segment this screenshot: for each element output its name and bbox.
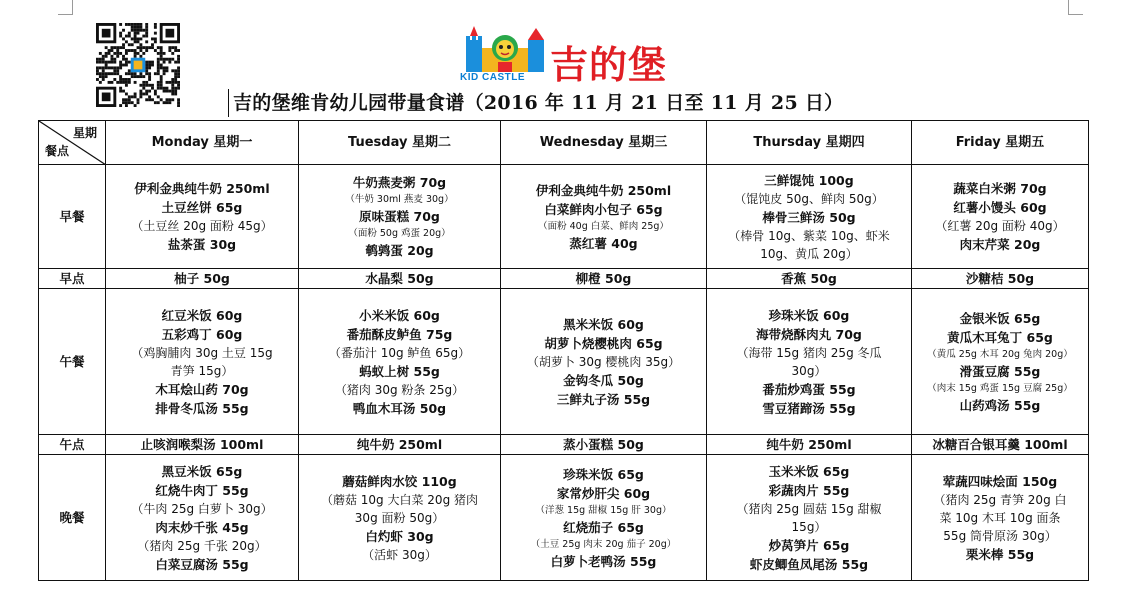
day-header-monday: Monday 星期一	[106, 121, 299, 165]
dish-item: 香蕉 50g	[781, 271, 837, 286]
qr-code	[96, 23, 180, 107]
dish-item: 红烧茄子 65g	[563, 519, 644, 535]
dish-item: 鹌鹑蛋 20g	[365, 243, 434, 258]
dish-item: 伊利金典纯牛奶 250ml	[134, 181, 270, 196]
dish-item: 红豆米饭 60g	[161, 307, 243, 323]
menu-cell-friday	[912, 435, 1089, 455]
dish-item: 纯牛奶 250ml	[356, 437, 443, 452]
dish-item: 鸭血木耳汤 50g	[352, 400, 447, 416]
meal-row	[39, 289, 1089, 435]
dish-item: 荤蔬四味烩面 150g	[942, 473, 1058, 489]
ingredient-note: （胡萝卜 30g 樱桃肉 35g）	[526, 354, 681, 369]
dish-item: 柳橙 50g	[575, 271, 632, 286]
day-header-tuesday: Tuesday 星期二	[299, 121, 501, 165]
dish-item: 雪豆猪蹄汤 55g	[762, 400, 856, 416]
ingredient-note: 30g 面粉 50g）	[354, 510, 445, 525]
dish-item: 白菜鲜肉小包子 65g	[544, 201, 663, 217]
ingredient-note: （鸡胸脯肉 30g 土豆 15g	[131, 345, 273, 360]
meal-label: 早点	[39, 269, 106, 289]
castle-logo-icon	[462, 26, 548, 74]
menu-cell-wednesday	[501, 269, 707, 289]
dish-item: 黑豆米饭 65g	[161, 463, 243, 479]
dish-item: 虾皮鲫鱼凤尾汤 55g	[749, 556, 869, 572]
corner-label-meal: 餐点	[45, 144, 70, 158]
dish-item: 炒莴笋片 65g	[768, 537, 850, 553]
dish-item: 冰糖百合银耳羹 100ml	[932, 437, 1068, 452]
menu-cell-wednesday	[501, 435, 707, 455]
dish-item: 黄瓜木耳兔丁 65g	[947, 329, 1053, 345]
ingredient-note: 青笋 15g）	[170, 363, 234, 378]
menu-cell-monday	[106, 269, 299, 289]
dish-item: 棒骨三鲜汤 50g	[762, 209, 856, 225]
header-row	[39, 121, 1089, 165]
meal-row	[39, 455, 1089, 581]
dish-item: 三鲜馄饨 100g	[764, 172, 854, 188]
ingredient-note: 10g、黄瓜 20g）	[760, 246, 858, 261]
menu-cell-tuesday	[299, 165, 501, 269]
dish-item: 蚂蚁上树 55g	[359, 363, 440, 379]
meal-label: 晚餐	[39, 455, 106, 581]
ingredient-note: （蘑菇 10g 大白菜 20g 猪肉	[320, 492, 479, 507]
dish-item: 土豆丝饼 65g	[161, 200, 243, 215]
ingredient-note: （黄瓜 25g 木耳 20g 兔肉 20g）	[927, 348, 1073, 360]
dish-item: 排骨冬瓜汤 55g	[155, 400, 249, 416]
dish-item: 蒸小蛋糕 50g	[563, 437, 644, 452]
meal-row	[39, 269, 1089, 289]
menu-table	[38, 120, 1089, 581]
dish-item: 白萝卜老鸭汤 55g	[550, 553, 657, 569]
dish-item: 红烧牛肉丁 55g	[155, 482, 249, 498]
menu-cell-friday	[912, 455, 1089, 581]
dish-item: 沙糖桔 50g	[965, 271, 1035, 286]
ingredient-note: （海带 15g 猪肉 25g 冬瓜	[736, 345, 882, 360]
menu-cell-friday	[912, 269, 1089, 289]
menu-cell-tuesday	[299, 289, 501, 435]
ingredient-note: （洋葱 15g 甜椒 15g 肝 30g）	[535, 504, 672, 516]
dish-item: 番茄酥皮鲈鱼 75g	[346, 326, 453, 342]
ingredient-note: （活虾 30g）	[362, 547, 437, 562]
meal-label: 早餐	[39, 165, 106, 269]
day-header-friday: Friday 星期五	[912, 121, 1089, 165]
dish-item: 木耳烩山药 70g	[155, 381, 249, 397]
menu-cell-monday	[106, 289, 299, 435]
meal-label: 午餐	[39, 289, 106, 435]
ingredient-note: （面粉 40g 白菜、鲜肉 25g）	[538, 220, 669, 232]
dish-item: 黑米米饭 60g	[563, 316, 644, 332]
dish-item: 番茄炒鸡蛋 55g	[762, 381, 856, 397]
dish-item: 柚子 50g	[174, 271, 230, 286]
dish-item: 红薯小馒头 60g	[953, 200, 1047, 215]
menu-cell-thursday	[707, 269, 912, 289]
ingredient-note: （面粉 50g 鸡蛋 20g）	[348, 228, 451, 239]
dish-item: 盐茶蛋 30g	[167, 237, 237, 252]
dish-item: 蘑菇鲜肉水饺 110g	[342, 473, 457, 489]
dish-item: 玉米米饭 65g	[768, 463, 850, 479]
dish-item: 彩蔬肉片 55g	[768, 482, 850, 498]
corner-header-cell	[39, 121, 106, 165]
dish-item: 蔬菜白米粥 70g	[953, 181, 1047, 196]
meal-row	[39, 165, 1089, 269]
corner-label-day: 星期	[72, 126, 97, 140]
dish-item: 金钩冬瓜 50g	[563, 372, 644, 388]
ingredient-note: （牛肉 25g 白萝卜 30g）	[131, 501, 273, 516]
ingredient-note: （棒骨 10g、紫菜 10g、虾米	[728, 228, 890, 243]
meal-row	[39, 435, 1089, 455]
ingredient-note: 15g）	[791, 519, 827, 534]
ingredient-note: （猪肉 25g 千张 20g）	[137, 538, 267, 553]
menu-cell-tuesday	[299, 435, 501, 455]
dish-item: 白灼虾 30g	[365, 528, 434, 544]
ingredient-note: （馄饨皮 50g、鲜肉 50g）	[734, 191, 884, 206]
dish-item: 牛奶燕麦粥 70g	[352, 175, 447, 190]
ingredient-note: （红薯 20g 面粉 40g）	[935, 219, 1065, 233]
menu-cell-thursday	[707, 289, 912, 435]
ingredient-note: （番茄汁 10g 鲈鱼 65g）	[328, 345, 471, 360]
dish-item: 胡萝卜烧樱桃肉 65g	[544, 335, 663, 351]
dish-item: 止咳润喉梨汤 100ml	[140, 437, 264, 452]
dish-item: 肉末炒千张 45g	[155, 519, 249, 535]
dish-item: 珍珠米饭 65g	[563, 466, 644, 482]
ingredient-note: （牛奶 30ml 燕麦 30g）	[345, 194, 454, 205]
ingredient-note: （猪肉 25g 圆菇 15g 甜椒	[736, 501, 882, 516]
dish-item: 白菜豆腐汤 55g	[155, 556, 249, 572]
dish-item: 伊利金典纯牛奶 250ml	[535, 182, 672, 198]
day-header-thursday: Thursday 星期四	[707, 121, 912, 165]
ingredient-note: 菜 10g 木耳 10g 面条	[939, 510, 1061, 525]
menu-cell-thursday	[707, 165, 912, 269]
dish-item: 珍珠米饭 60g	[768, 307, 850, 323]
ingredient-note: （猪肉 30g 粉条 25g）	[334, 382, 465, 397]
menu-cell-friday	[912, 289, 1089, 435]
page-corner-mark	[58, 0, 73, 15]
menu-cell-monday	[106, 165, 299, 269]
day-header-wednesday: Wednesday 星期三	[501, 121, 707, 165]
logo-text-en: KID CASTLE	[460, 72, 525, 83]
dish-item: 肉末芹菜 20g	[959, 237, 1041, 252]
menu-cell-monday	[106, 455, 299, 581]
dish-item: 滑蛋豆腐 55g	[959, 363, 1041, 379]
ingredient-note: （肉末 15g 鸡蛋 15g 豆腐 25g）	[927, 382, 1073, 394]
dish-item: 原味蛋糕 70g	[359, 209, 440, 224]
dish-item: 栗米棒 55g	[965, 546, 1035, 562]
page-title: 吉的堡维肯幼儿园带量食谱（2016 年 11 月 21 日至 11 月 25 日）	[228, 89, 843, 117]
dish-item: 海带烧酥肉丸 70g	[756, 326, 862, 342]
menu-cell-wednesday	[501, 289, 707, 435]
dish-item: 五彩鸡丁 60g	[161, 326, 243, 342]
dish-item: 纯牛奶 250ml	[766, 437, 852, 452]
dish-item: 山药鸡汤 55g	[959, 397, 1041, 413]
dish-item: 家常炒肝尖 60g	[556, 485, 651, 501]
brand-logo	[458, 26, 673, 88]
ingredient-note: （土豆 25g 肉末 20g 茄子 20g）	[530, 538, 677, 550]
menu-cell-tuesday	[299, 269, 501, 289]
page-corner-mark	[1068, 0, 1083, 15]
dish-item: 水晶梨 50g	[365, 271, 434, 286]
menu-cell-wednesday	[501, 455, 707, 581]
menu-cell-wednesday	[501, 165, 707, 269]
ingredient-note: （土豆丝 20g 面粉 45g）	[131, 219, 273, 233]
meal-label: 午点	[39, 435, 106, 455]
logo-text-cn: 吉的堡	[550, 43, 668, 87]
ingredient-note: 55g 筒骨原汤 30g）	[943, 528, 1057, 543]
dish-item: 三鲜丸子汤 55g	[556, 391, 651, 407]
menu-cell-thursday	[707, 435, 912, 455]
ingredient-note: （猪肉 25g 青笋 20g 白	[933, 492, 1067, 507]
menu-cell-monday	[106, 435, 299, 455]
dish-item: 蒸红薯 40g	[569, 235, 638, 251]
dish-item: 小米米饭 60g	[359, 307, 440, 323]
menu-cell-thursday	[707, 455, 912, 581]
menu-cell-friday	[912, 165, 1089, 269]
dish-item: 金银米饭 65g	[959, 310, 1041, 326]
ingredient-note: 30g）	[791, 363, 827, 378]
menu-cell-tuesday	[299, 455, 501, 581]
